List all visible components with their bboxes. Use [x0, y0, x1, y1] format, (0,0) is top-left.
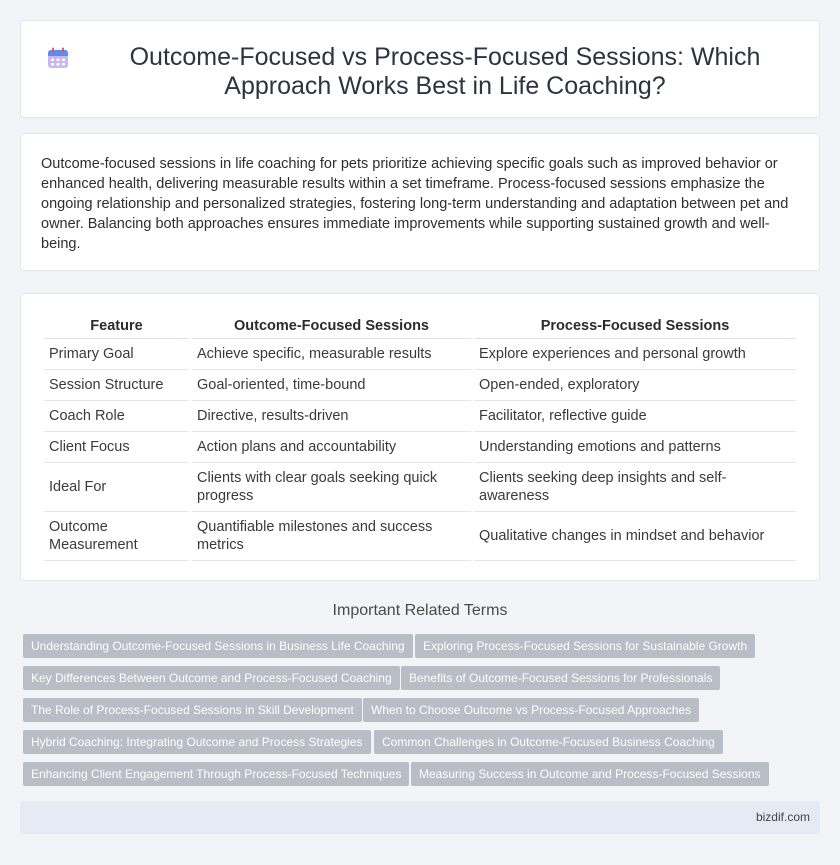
intro-card	[20, 133, 820, 271]
related-term-tag[interactable]: Exploring Process-Focused Sessions for Sustainable Growth	[415, 634, 755, 658]
page-title: Outcome-Focused vs Process-Focused Sessions: Which Approach Works Best in Life Coaching?	[129, 43, 761, 100]
table-cell-outcome: Achieve specific, measurable results	[192, 339, 471, 370]
calendar-icon	[46, 46, 70, 70]
header-card	[20, 20, 820, 118]
related-term-tag[interactable]: When to Choose Outcome vs Process-Focused Approaches	[363, 698, 699, 722]
related-term-tag[interactable]: Enhancing Client Engagement Through Process-Focused Techniques	[23, 762, 409, 786]
table-cell-outcome: Quantifiable milestones and success metrics	[192, 512, 471, 561]
table-cell-process: Understanding emotions and patterns	[474, 432, 796, 463]
table-row	[44, 339, 796, 370]
table-cell-process: Qualitative changes in mindset and behavior	[474, 512, 796, 561]
column-header-feature: Feature	[44, 316, 189, 339]
table-cell-feature: Primary Goal	[44, 339, 189, 370]
footer-site-link[interactable]: bizdif.com	[755, 810, 810, 824]
table-cell-process: Clients seeking deep insights and self-awareness	[474, 463, 796, 512]
table-header-row	[44, 316, 796, 339]
table-cell-process: Explore experiences and personal growth	[474, 339, 796, 370]
related-term-tag[interactable]: Understanding Outcome-Focused Sessions in Business Life Coaching	[23, 634, 413, 658]
table-cell-feature: Client Focus	[44, 432, 189, 463]
table-row	[44, 401, 796, 432]
intro-paragraph: Outcome-focused sessions in life coaching for pets prioritize achieving specific goals such as improved behavior or enhanced health, delivering measurable results within a set timeframe. Process-focused sessions emphasize the ongoing relationship and personalized strategies, fostering long-term understanding and adaptation between pet and owner. Balancing both approaches ensures immediate improvements while supporting sustained growth and well-being.	[41, 156, 789, 252]
comparison-table	[41, 316, 799, 561]
table-cell-process: Open-ended, exploratory	[474, 370, 796, 401]
table-row	[44, 370, 796, 401]
column-header-outcome: Outcome-Focused Sessions	[192, 316, 471, 339]
table-cell-feature: Session Structure	[44, 370, 189, 401]
table-cell-process: Facilitator, reflective guide	[474, 401, 796, 432]
table-cell-outcome: Goal-oriented, time-bound	[192, 370, 471, 401]
related-term-tag[interactable]: Key Differences Between Outcome and Process-Focused Coaching	[23, 666, 400, 690]
column-header-process: Process-Focused Sessions	[474, 316, 796, 339]
comparison-card	[20, 293, 820, 581]
table-row	[44, 463, 796, 512]
related-terms-title: Important Related Terms	[332, 602, 508, 619]
table-cell-feature: Ideal For	[44, 463, 189, 512]
table-row	[44, 432, 796, 463]
table-cell-feature: Outcome Measurement	[44, 512, 189, 561]
related-term-tag[interactable]: Benefits of Outcome-Focused Sessions for Professionals	[401, 666, 720, 690]
related-term-tag[interactable]: Common Challenges in Outcome-Focused Business Coaching	[374, 730, 723, 754]
table-cell-outcome: Action plans and accountability	[192, 432, 471, 463]
table-cell-outcome: Clients with clear goals seeking quick progress	[192, 463, 471, 512]
table-row	[44, 512, 796, 561]
table-cell-outcome: Directive, results-driven	[192, 401, 471, 432]
footer	[20, 801, 820, 834]
table-cell-feature: Coach Role	[44, 401, 189, 432]
related-term-tag[interactable]: Hybrid Coaching: Integrating Outcome and Process Strategies	[23, 730, 371, 754]
related-term-tag[interactable]: The Role of Process-Focused Sessions in Skill Development	[23, 698, 362, 722]
related-term-tag[interactable]: Measuring Success in Outcome and Process-Focused Sessions	[411, 762, 769, 786]
